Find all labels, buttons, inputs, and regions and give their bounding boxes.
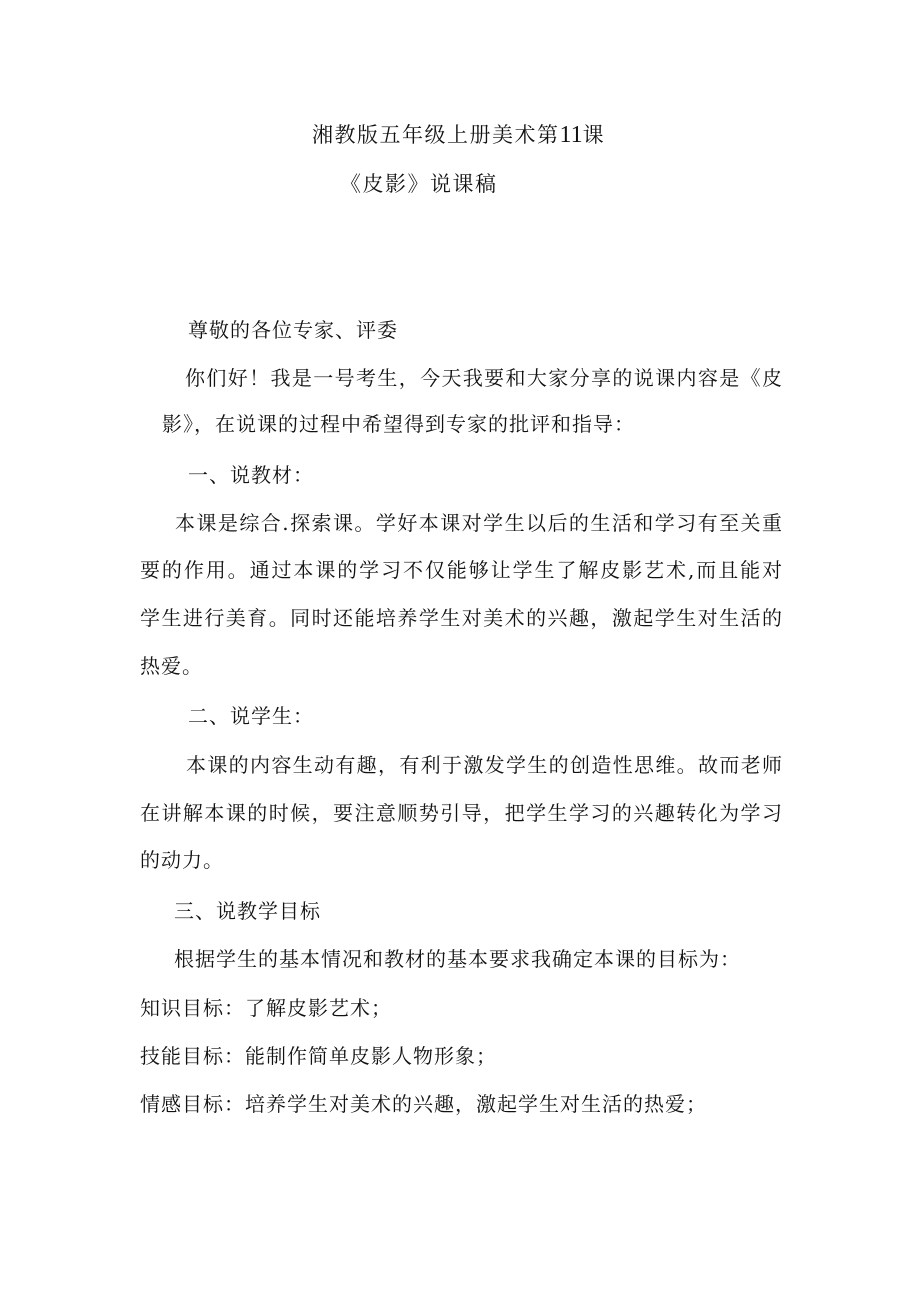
section-heading-goals: 三、说教学目标: [174, 899, 321, 923]
goal-skill: 技能目标：能制作简单皮影人物形象；: [140, 1044, 497, 1068]
goal-emotion: 情感目标：培养学生对美术的兴趣，激起学生对生活的热爱；: [140, 1092, 707, 1116]
greeting-line-1: 你们好！我是一号考生，今天我要和大家分享的说课内容是《皮: [185, 366, 782, 390]
textbook-para-line-1: 本课是综合.探索课。学好本课对学生以后的生活和学习有至关重: [175, 511, 782, 535]
title-prefix: 湘教版五年级上册美术第: [312, 123, 560, 147]
textbook-para-line-4: 热爱。: [140, 654, 203, 678]
students-para-line-3: 的动力。: [140, 848, 224, 872]
salutation: 尊敬的各位专家、评委: [188, 318, 398, 342]
textbook-para-line-3: 学生进行美育。同时还能培养学生对美术的兴趣，激起学生对生活的: [140, 606, 782, 630]
document-subtitle: 《皮影》说课稿: [340, 172, 498, 196]
goals-intro: 根据学生的基本情况和教材的基本要求我确定本课的目标为：: [174, 947, 741, 971]
textbook-para-line-2: 要的作用。通过本课的学习不仅能够让学生了解皮影艺术,而且能对: [140, 558, 782, 582]
goal-knowledge: 知识目标：了解皮影艺术；: [140, 996, 392, 1020]
greeting-line-2: 影》，在说课的过程中希望得到专家的批评和指导：: [162, 412, 635, 436]
students-para-line-1: 本课的内容生动有趣，有利于激发学生的创造性思维。故而老师: [186, 753, 782, 777]
section-heading-textbook: 一、说教材：: [188, 463, 314, 487]
document-title: [312, 121, 605, 149]
students-para-line-2: 在讲解本课的时候，要注意顺势引导，把学生学习的兴趣转化为学习: [140, 801, 782, 825]
title-number: 11: [559, 122, 583, 148]
section-heading-students: 二、说学生：: [188, 704, 314, 728]
title-suffix: 课: [582, 123, 606, 147]
